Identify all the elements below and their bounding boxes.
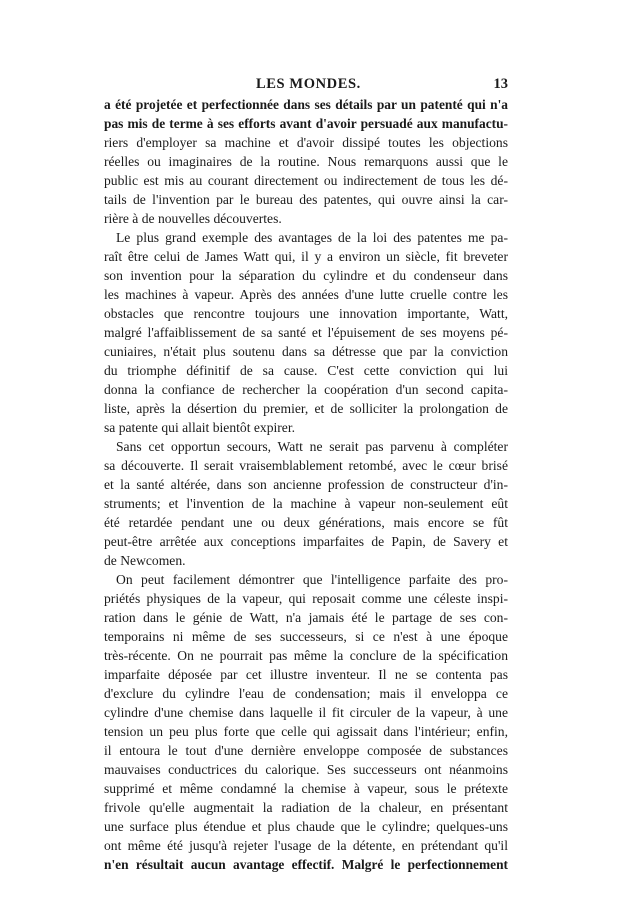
text-line: sa découverte. Il serait vraisemblablement retombé, avec le cœur brisé: [104, 458, 508, 473]
text-line: liste, après la désertion du premier, et de solliciter la prolongation de: [104, 401, 508, 416]
text-line: mauvaises conductrices du calorique. Ses successeurs ont néanmoins: [104, 762, 508, 777]
body-text: [104, 95, 508, 874]
text-line: priétés physiques de la vapeur, qui reposait comme une céleste inspi-: [104, 591, 508, 606]
text-line: cuniaires, n'était plus soutenu dans sa détresse que par la conviction: [104, 344, 508, 359]
text-line: public est mis au courant directement ou indirectement de tous les dé-: [104, 173, 508, 188]
text-line: imparfaite déposée par cet illustre inventeur. Il ne se contenta pas: [104, 667, 508, 682]
text-line: très-récente. On ne pourrait pas même la conclure de la spécification: [104, 648, 508, 663]
text-line: sa patente qui allait bientôt expirer.: [104, 420, 296, 435]
text-line: On peut facilement démontrer que l'intelligence parfaite des pro-: [116, 572, 508, 587]
text-line: raît être celui de James Watt qui, il y a environ un siècle, fit breveter: [104, 249, 508, 264]
text-line: rière à de nouvelles découvertes.: [104, 211, 282, 226]
text-line: Le plus grand exemple des avantages de la loi des patentes me pa-: [116, 230, 508, 245]
text-line: tails de l'invention par le bureau des patentes, qui ouvre ainsi la car-: [104, 192, 508, 207]
text-line: riers d'employer sa machine et d'avoir dissipé toutes les objections: [104, 135, 508, 150]
text-line: struments; et l'invention de la machine à vapeur non-seulement eût: [104, 496, 508, 511]
text-line: supprimé et même condamné la chemise à vapeur, sous le prétexte: [104, 781, 508, 796]
running-head: [104, 76, 508, 96]
text-line: de Newcomen.: [104, 553, 186, 568]
text-line: été retardée pendant une ou deux générations, mais encore se fût: [104, 515, 508, 530]
text-line: donna la confiance de rechercher la coopération d'un second capita-: [104, 382, 508, 397]
text-line: ration dans le génie de Watt, n'a jamais été le partage de ses con-: [104, 610, 508, 625]
text-line: n'en résultait aucun avantage effectif. Malgré le perfectionnement: [104, 857, 508, 872]
text-line: cylindre d'une chemise dans laquelle il fit circuler de la vapeur, à une: [104, 705, 508, 720]
text-line: une surface plus étendue et plus chaude que le cylindre; quelques-uns: [104, 819, 508, 834]
text-line: il entoura le tout d'une dernière enveloppe composée de substances: [104, 743, 508, 758]
text-line: Sans cet opportun secours, Watt ne serait pas parvenu à compléter: [116, 439, 508, 454]
text-line: peut-être arrêtée aux conceptions imparfaites de Papin, de Savery et: [104, 534, 508, 549]
text-line: d'exclure du cylindre l'eau de condensation; mais il enveloppa ce: [104, 686, 508, 701]
running-title: LES MONDES.: [256, 76, 361, 92]
page-number: 13: [493, 76, 508, 92]
text-line: obstacles que rencontre toujours une innovation importante, Watt,: [104, 306, 508, 321]
text-line: frivole qu'elle augmentait la radiation de la chaleur, en présentant: [104, 800, 508, 815]
text-line: a été projetée et perfectionnée dans ses détails par un patenté qui n'a: [104, 97, 508, 112]
text-line: malgré l'affaiblissement de sa santé et l'épuisement de ses moyens pé-: [104, 325, 508, 340]
text-line: et la santé altérée, dans son ancienne profession de constructeur d'in-: [104, 477, 508, 492]
text-line: réelles ou imaginaires de la routine. Nous remarquons aussi que le: [104, 154, 508, 169]
text-line: tension un peu plus forte que celle qui agissait dans l'intérieur; enfin,: [104, 724, 508, 739]
text-line: du triomphe définitif de sa cause. C'est cette conviction qui lui: [104, 363, 508, 378]
text-line: ont même été jusqu'à rejeter l'usage de la détente, en prétendant qu'il: [104, 838, 508, 853]
text-line: pas mis de terme à ses efforts avant d'avoir persuadé aux manufactu-: [104, 116, 508, 131]
text-line: les machines à vapeur. Après des années d'une lutte cruelle contre les: [104, 287, 508, 302]
text-line: son invention pour la séparation du cylindre et du condenseur dans: [104, 268, 508, 283]
text-line: temporains ni même de ses successeurs, si ce n'est à une époque: [104, 629, 508, 644]
